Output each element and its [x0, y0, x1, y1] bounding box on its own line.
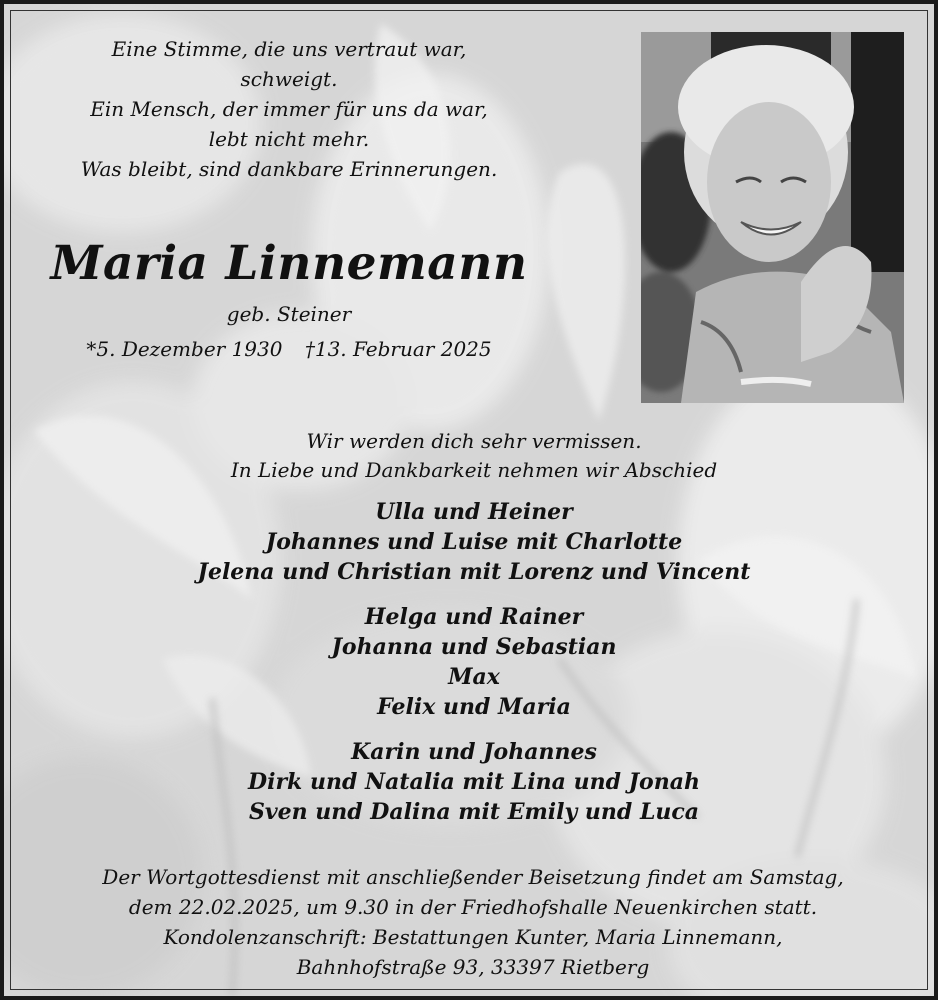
death-date: †13. Februar 2025 — [304, 337, 492, 361]
service-line: Der Wortgottesdienst mit anschließender Beisetzung findet am Samstag, — [102, 865, 844, 889]
family-line: Ulla und Heiner — [375, 499, 573, 525]
family-line: Helga und Rainer — [364, 604, 584, 630]
poem-line: schweigt. — [240, 67, 338, 91]
poem-line: lebt nicht mehr. — [208, 127, 370, 151]
family-line: Felix und Maria — [377, 694, 571, 720]
poem-line: Was bleibt, sind dankbare Erinnerungen. — [80, 157, 498, 181]
family-group-2 — [104, 602, 844, 722]
birth-name: geb. Steiner — [226, 302, 352, 326]
farewell-line: In Liebe und Dankbarkeit nehmen wir Abschied — [230, 458, 718, 482]
family-line: Karin und Johannes — [351, 739, 597, 765]
family-line: Dirk und Natalia mit Lina und Jonah — [248, 769, 700, 795]
service-info — [44, 862, 902, 982]
portrait-photo — [641, 32, 904, 403]
life-dates — [44, 335, 534, 363]
birth-date: *5. Dezember 1930 — [86, 337, 283, 361]
family-group-3 — [104, 737, 844, 827]
poem-line: Ein Mensch, der immer für uns da war, — [90, 97, 488, 121]
family-line: Johanna und Sebastian — [331, 634, 617, 660]
family-line: Jelena und Christian mit Lorenz und Vincent — [197, 559, 751, 585]
family-line: Johannes und Luise mit Charlotte — [265, 529, 683, 555]
family-line: Sven und Dalina mit Emily und Luca — [248, 799, 700, 825]
service-line: dem 22.02.2025, um 9.30 in der Friedhofshalle Neuenkirchen statt. — [128, 895, 818, 919]
deceased-name: Maria Linnemann — [50, 236, 528, 291]
poem-line: Eine Stimme, die uns vertraut war, — [111, 37, 467, 61]
family-line: Max — [448, 664, 500, 690]
farewell-line: Wir werden dich sehr vermissen. — [306, 429, 642, 453]
poem — [44, 34, 534, 184]
service-line: Kondolenzanschrift: Bestattungen Kunter, Maria Linnemann, — [163, 925, 783, 949]
service-line: Bahnhofstraße 93, 33397 Rietberg — [296, 955, 650, 979]
farewell-text — [124, 427, 824, 485]
family-group-1 — [104, 497, 844, 587]
